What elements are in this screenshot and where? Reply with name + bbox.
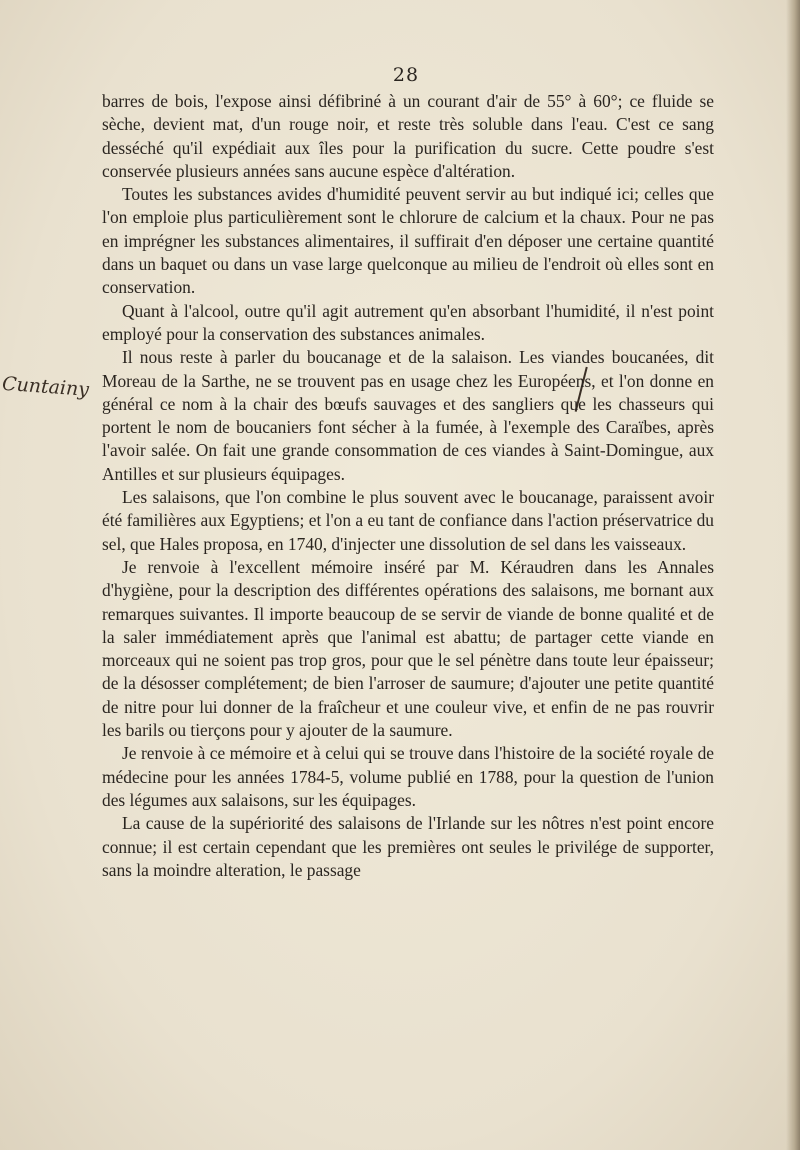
page-number: 28 xyxy=(392,64,420,86)
body-text xyxy=(102,90,714,882)
page-edge-shadow xyxy=(786,0,800,1150)
paragraph-4: Il nous reste à parler du boucanage et de la salaison. Les viandes boucanées, dit Moreau de la Sarthe, ne se trouvent pas en usage chez les Européens, et l'on donne en général ce nom à la chair des bœufs sauvages et des sangliers que les chasseurs qui portent le nom de boucaniers font sécher à la fumée, à l'exemple des Caraïbes, après l'avoir salée. On fait une grande consommation de ces viandes à Saint-Domingue, aux Antilles et sur plusieurs équipages. xyxy=(102,347,714,484)
paragraph-1: barres de bois, l'expose ainsi défibriné à un courant d'air de 55° à 60°; ce fluide se sèche, devient mat, d'un rouge noir, et reste très soluble dans l'eau. C'est ce sang desséché qu'il expédiait aux îles pour la purification du sucre. Cette poudre s'est conservée plusieurs années sans aucune espèce d'altération. xyxy=(102,91,714,181)
paragraph-7: Je renvoie à ce mémoire et à celui qui se trouve dans l'histoire de la société royale de médecine pour les années 1784-5, volume publié en 1788, pour la question de l'union des légumes aux salaisons, sur les équipages. xyxy=(102,743,714,810)
paragraph-6: Je renvoie à l'excellent mémoire inséré par M. Kéraudren dans les Annales d'hygiène, pour la description des différentes opérations des salaisons, me bornant aux remarques suivantes. Il importe beaucoup de se servir de viande de bonne qualité et de la saler immédiatement après que l'animal est abattu; de partager cette viande en morceaux qui ne soient pas trop gros, pour que le sel pénètre dans toute leur épaisseur; de la désosser complétement; de bien l'arroser de saumure; d'ajouter une petite quantité de nitre pour lui donner de la fraîcheur et une couleur vive, et enfin de ne pas rouvrir les barils ou tierçons pour y ajouter de la saumure. xyxy=(102,556,714,741)
paragraph-5: Les salaisons, que l'on combine le plus souvent avec le boucanage, paraissent avoir été familières aux Egyptiens; et l'on a eu tant de confiance dans l'action préservatrice du sel, que Hales proposa, en 1740, d'injecter une dissolution de sel dans les vaisseaux. xyxy=(102,487,714,554)
paragraph-3: Quant à l'alcool, outre qu'il agit autrement qu'en absorbant l'humidité, il n'est point employé pour la conservation des substances animales. xyxy=(102,300,714,344)
handwritten-margin-note: Cuntainy xyxy=(1,372,90,401)
paragraph-8: La cause de la supériorité des salaisons de l'Irlande sur les nôtres n'est point encore connue; il est certain cependant que les premières ont seules le privilége de supporter, sans la moindre alteration, le passage xyxy=(102,813,714,880)
paragraph-2: Toutes les substances avides d'humidité peuvent servir au but indiqué ici; celles que l'on emploie plus particulièrement sont le chlorure de calcium et la chaux. Pour ne pas en imprégner les substances alimentaires, il suffirait d'en déposer une certaine quantité dans un baquet ou dans un vase large quelconque au milieu de l'endroit où elles sont en conservation. xyxy=(102,184,714,298)
